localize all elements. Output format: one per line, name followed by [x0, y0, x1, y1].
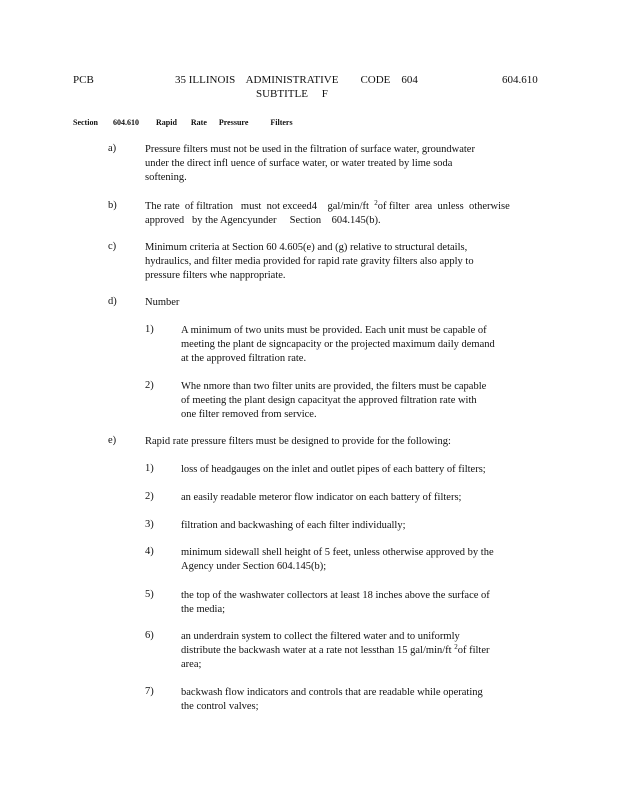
item-b-text-part2: of filter area unless otherwise [377, 201, 510, 212]
item-e6-text-part2: of filter area; [181, 645, 490, 670]
item-b-text-line2: approved by the Agencyunder Section 604.145(b). [145, 215, 381, 226]
item-a-label: a) [108, 143, 117, 154]
item-b-text [145, 200, 510, 228]
item-e-label: e) [108, 435, 117, 446]
item-b-superscript: 2 [374, 199, 378, 207]
item-d1-text: A minimum of two units must be provided. Each unit must be capable of meeting the plant de signcapacity or the projected maximum daily demand at the approved filtration rate. [181, 325, 495, 364]
item-d2-label: 2) [145, 380, 154, 391]
item-e2-label: 2) [145, 491, 154, 502]
item-e5-text: the top of the washwater collectors at least 18 inches above the surface of the media; [181, 590, 490, 615]
item-e6-label: 6) [145, 630, 154, 641]
item-e6-text-part1: an underdrain system to collect the filtered water and to uniformly distribute the backwash water at a rate not lessthan 15 gal/min/ft [181, 631, 460, 656]
item-d-text: Number [145, 297, 180, 308]
item-e5-label: 5) [145, 589, 154, 600]
item-e7-label: 7) [145, 686, 154, 697]
item-d-label: d) [108, 296, 117, 307]
item-e1-text: loss of headgauges on the inlet and outlet pipes of each battery of filters; [181, 464, 486, 475]
item-c-text: Minimum criteria at Section 60 4.605(e) and (g) relative to structural details, hydraulics, and filter media provided for rapid rate gravity filters also apply to pressure filters whe nappropriate. [145, 242, 474, 281]
item-a-text: Pressure filters must not be used in the filtration of surface water, groundwater under the direct infl uence of surface water, or water treated by lime soda softening. [145, 144, 475, 183]
header-right: 604.610 [502, 74, 538, 86]
item-e1-label: 1) [145, 463, 154, 474]
item-b-text-part1: The rate of filtration must not exceed4 gal/min/ft [145, 201, 369, 212]
section-title: Rapid Rate Pressure Filters [156, 118, 293, 127]
section-number: 604.610 [113, 118, 139, 127]
item-e2-text: an easily readable meteror flow indicator on each battery of filters; [181, 492, 462, 503]
item-e4-label: 4) [145, 546, 154, 557]
item-e3-text: filtration and backwashing of each filter individually; [181, 520, 406, 531]
item-c-label: c) [108, 241, 117, 252]
header-title: 35 ILLINOIS ADMINISTRATIVE CODE 604 [175, 74, 418, 86]
item-d2-text: Whe nmore than two filter units are provided, the filters must be capable of meeting the plant design capacityat the approved filtration rate with one filter removed from service. [181, 381, 487, 420]
item-e7-text: backwash flow indicators and controls that are readable while operating the control valves; [181, 687, 483, 712]
item-e3-label: 3) [145, 519, 154, 530]
item-d1-label: 1) [145, 324, 154, 335]
item-e4-text: minimum sidewall shell height of 5 feet, unless otherwise approved by the Agency under Section 604.145(b); [181, 547, 494, 572]
item-e-text: Rapid rate pressure filters must be designed to provide for the following: [145, 436, 451, 447]
header-subtitle: SUBTITLE F [256, 88, 328, 100]
section-label: Section [73, 118, 98, 127]
item-e6-superscript: 2 [454, 643, 458, 651]
item-e6-text [181, 630, 490, 672]
item-b-label: b) [108, 200, 117, 211]
header-left: PCB [73, 74, 94, 86]
